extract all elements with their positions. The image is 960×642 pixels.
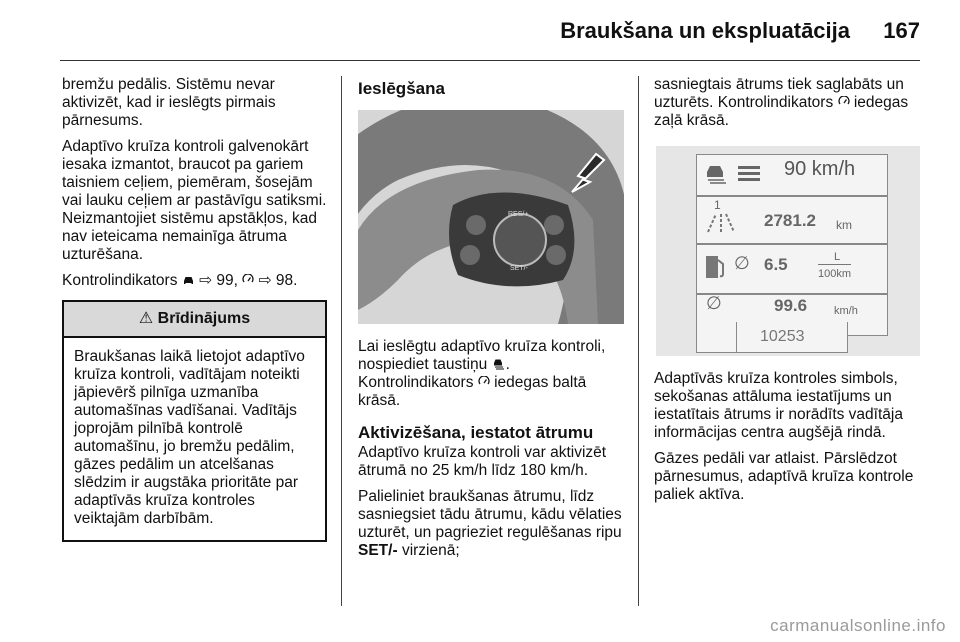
fuel-pump-icon bbox=[704, 252, 726, 280]
paragraph: Adaptīvās kruīza kontroles simbols, sekošanas attāluma iestatījums un iestatītais ātrums ir norādīts vadītāja informācijas centra augšējā rindā. bbox=[654, 370, 903, 441]
paragraph: bremžu pedālis. Sistēmu nevar aktivizēt, kad ir ieslēgts pirmais pārnesums. bbox=[62, 76, 276, 129]
warning-header: ⚠ Brīdinājums bbox=[64, 302, 325, 338]
page-number: 167 bbox=[883, 18, 920, 43]
column-divider-2 bbox=[638, 76, 639, 606]
display-trip-unit: km bbox=[836, 218, 852, 232]
page-header-title: Braukšana un ekspluatācija bbox=[560, 18, 850, 43]
header-rule bbox=[60, 60, 920, 61]
adaptive-cruise-symbol-icon bbox=[704, 162, 728, 184]
display-avg-speed: 99.6 bbox=[774, 296, 808, 315]
paragraph: Palieliniet braukšanas ātrumu, līdz sasniegsiet tādu ātrumu, kādu vēlaties uzturēt, un pagrieziet regulēšanas ripu SET/- virzienā; bbox=[358, 488, 622, 559]
cruise-indicator-icon bbox=[478, 376, 490, 388]
display-odometer: 10253 bbox=[760, 328, 805, 345]
cruise-indicator-icon bbox=[242, 274, 254, 286]
wheel-set-label: SET/- bbox=[510, 265, 528, 272]
paragraph: Gāzes pedāli var atlaist. Pārslēdzot pārnesumus, adaptīvā kruīza kontrole paliek aktīva. bbox=[654, 450, 914, 503]
display-consumption-unit-bottom: 100km bbox=[818, 264, 851, 283]
car-icon bbox=[182, 275, 195, 286]
cruise-indicator-icon bbox=[838, 96, 850, 108]
paragraph-indicator-refs: Kontrolindikators ⇨ 99, ⇨ 98. bbox=[62, 272, 298, 289]
column-3 bbox=[654, 76, 926, 512]
adaptive-cruise-button-icon bbox=[492, 358, 506, 370]
display-gear: 1 bbox=[714, 198, 721, 212]
steering-wheel-illustration bbox=[358, 110, 624, 324]
display-consumption: 6.5 bbox=[764, 255, 788, 274]
lane-road-icon bbox=[704, 212, 738, 234]
warning-box bbox=[62, 300, 327, 542]
reference-arrow-icon: ⇨ bbox=[199, 272, 213, 289]
display-set-speed: 90 km/h bbox=[784, 158, 856, 180]
display-avg-speed-unit: km/h bbox=[834, 305, 858, 317]
average-symbol-icon: ∅ bbox=[734, 253, 750, 273]
section-heading: Ieslēgšana bbox=[358, 79, 445, 98]
warning-triangle-icon: ⚠ bbox=[138, 310, 154, 327]
average-symbol-icon: ∅ bbox=[706, 293, 722, 313]
column-1 bbox=[62, 76, 327, 542]
display-consumption-unit-top: L bbox=[834, 251, 841, 263]
wheel-res-label: RES/+ bbox=[508, 211, 529, 218]
reference-arrow-icon: ⇨ bbox=[258, 272, 272, 289]
following-distance-icon bbox=[736, 164, 762, 184]
paragraph: Adaptīvo kruīza kontroli var aktivizēt ātrumā no 25 km/h līdz 180 km/h. bbox=[358, 444, 607, 479]
display-trip-distance: 2781.2 bbox=[764, 211, 816, 230]
paragraph: sasniegtais ātrums tiek saglabāts un uzturēts. Kontrolindikators iedegas zaļā krāsā. bbox=[654, 76, 909, 129]
watermark: carmanualsonline.info bbox=[770, 616, 946, 635]
section-heading: Aktivizēšana, iestatot ātrumu bbox=[358, 423, 594, 442]
paragraph: Lai ieslēgtu adaptīvo kruīza kontroli, nospiediet taustiņu . Kontrolindikators iedegas baltā krāsā. bbox=[358, 338, 606, 409]
paragraph: Adaptīvo kruīza kontroli galvenokārt iesaka izmantot, braucot pa gariem taisniem ceļiem, piemēram, šosejām vai lauku ceļiem ar pastāvīgu satiksmi. Neizmantojiet sistēmu apstākļos, kad nav ieteicama nemainīga ātruma uzturēšana. bbox=[62, 138, 327, 263]
display-odometer-left bbox=[696, 322, 738, 353]
column-divider-1 bbox=[341, 76, 342, 606]
driver-info-display-illustration bbox=[656, 146, 920, 356]
set-label: SET/- bbox=[358, 542, 398, 559]
warning-text: Braukšanas laikā lietojot adaptīvo kruīza kontroli, vadītājam noteikti jāpievērš pilnīga uzmanība automašīnas vadīšanai. Vadītājs joprojām pilnībā kontrolē automašīnu, jo bremžu pedālim, gāzes pedālim un atcelšanas slēdzim ir augstāka prioritāte par adaptīvās kruīza kontroles veiktajām darbībām. bbox=[74, 348, 305, 527]
column-2 bbox=[358, 76, 626, 568]
